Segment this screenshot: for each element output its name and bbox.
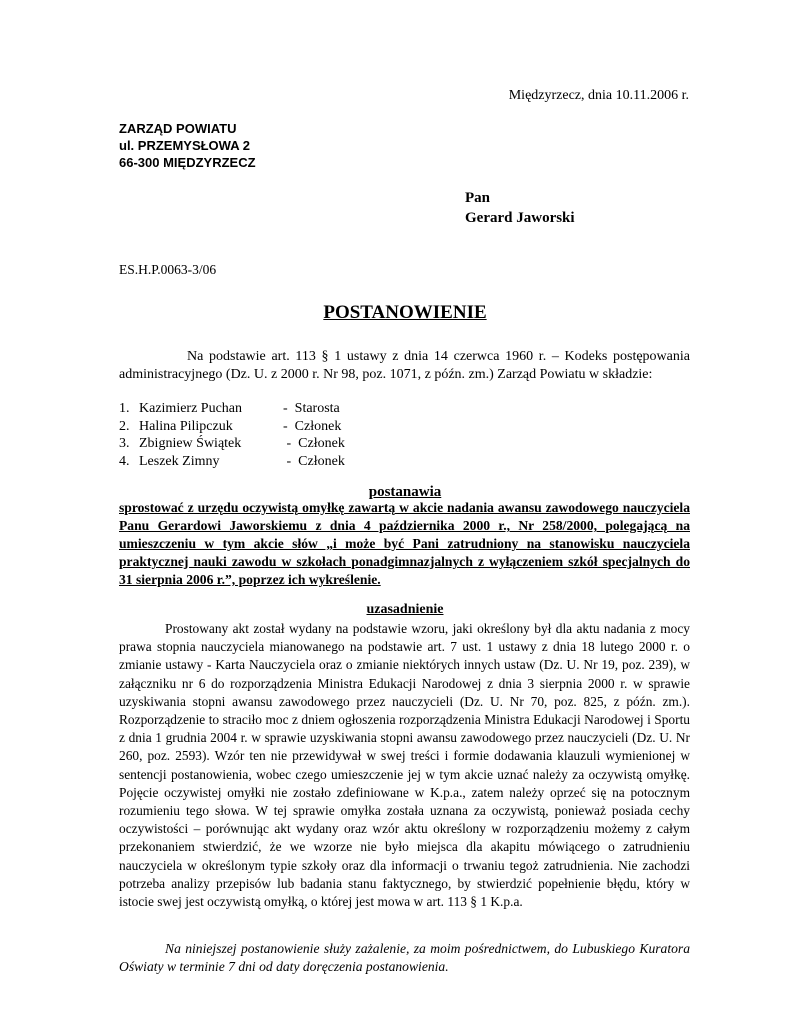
sender-line-1: ZARZĄD POWIATU bbox=[119, 121, 237, 136]
member-role: - Członek bbox=[283, 453, 345, 469]
member-number: 3. bbox=[119, 436, 130, 451]
justification-text: Prostowany akt został wydany na podstawie wzoru, jaki określony był dla aktu nadania z mocy prawa stopnia nauczyciela mianowanego na podstawie art. 7 ust. 1 ustawy z dnia 18 lutego 2000 r. o zmianie ustawy - Karta Nauczyciela oraz o zmianie niektórych innych ustaw (Dz. U. Nr 19, poz. 239), w załączniku nr 6 do rozporządzenia Ministra Edukacji Narodowej z dnia 3 sierpnia 2000 r. w sprawie uzyskiwania stopni awansu zawodowego przez nauczycieli (Dz. U. Nr 70, poz. 825, z późn. zm.). Rozporządzenie to straciło moc z dniem ogłoszenia rozporządzenia Ministra Edukacji Narodowej i Sportu z dnia 1 grudnia 2004 r. w sprawie uzyskiwania stopni awansu zawodowego przez nauczycieli (Dz. U. Nr 260, poz. 2593). Wzór ten nie przewidywał w swej treści i formie dodawania klauzuli wymienionej w sentencji postanowienia, wobec czego umieszczenie jej w tym akcie uznać należy za oczywistą omyłkę. Pojęcie oczywistej omyłki nie zostało zdefiniowane w K.p.a., zatem należy oprzeć się na potocznym rozumieniu tego słowa. W tej sprawie omyłka została uznana za oczywistą, ponieważ posiada cechy oczywistości – porównując akt wydany oraz wzór aktu określony w rozporządzeniu możemy z całym przekonaniem stwierdzić, że we wzorze nie było miejsca dla akapitu mówiącego o zatrudnieniu nauczyciela w określonym typie szkoły oraz dla informacji o trwaniu tegoż zatrudnienia. Nie zachodzi potrzeba analizy przepisów lub badania stanu faktycznego, by stwierdzić popełnienie błędu, który w istocie swej jest oczywistą omyłką, o której jest mowa w art. 113 § 1 K.p.a. bbox=[119, 621, 690, 910]
member-name: Zbigniew Świątek bbox=[139, 436, 242, 451]
appeal-text: Na niniejszej postanowienie służy zażalenie, za moim pośrednictwem, do Lubuskiego Kuratora Oświaty w terminie 7 dni od daty doręczenia postanowienia. bbox=[119, 941, 690, 974]
document-date: Międzyrzecz, dnia 10.11.2006 r. bbox=[508, 88, 689, 103]
member-row bbox=[119, 435, 345, 453]
member-number: 4. bbox=[119, 453, 130, 469]
intro-text: Na podstawie art. 113 § 1 ustawy z dnia 14 czerwca 1960 r. – Kodeks postępowania administracyjnego (Dz. U. z 2000 r. Nr 98, poz. 1071, z późn. zm.) Zarząd Powiatu w składzie: bbox=[119, 349, 690, 382]
member-number: 2. bbox=[119, 418, 130, 434]
sender-address bbox=[119, 120, 256, 171]
addressee-name: Gerard Jaworski bbox=[465, 210, 575, 226]
member-name: Kazimierz Puchan bbox=[139, 401, 243, 416]
justification-heading: uzasadnienie bbox=[366, 602, 444, 617]
sender-line-2: ul. PRZEMYSŁOWA 2 bbox=[119, 138, 250, 153]
member-name: Leszek Zimny bbox=[139, 453, 220, 469]
appeal-indent bbox=[119, 941, 165, 956]
decree-heading: postanawia bbox=[368, 484, 442, 500]
document-title: POSTANOWIENIE bbox=[323, 302, 487, 323]
member-row bbox=[119, 418, 345, 436]
decree-text: sprostować z urzędu oczywistą omyłkę zawartą w akcie nadania awansu zawodowego nauczyciela Panu Gerardowi Jaworskiemu z dnia 4 października 2000 r., Nr 258/2000, polegającą na umieszczeniu w tym akcie słów „i może być Pani zatrudniony na stanowisku nauczyciela praktycznej nauki zawodu w szkołach ponadgimnazjalnych z wyłączeniem szkół specjalnych do 31 sierpnia 2006 r.”, poprzez ich wykreślenie. bbox=[119, 500, 690, 587]
intro-indent bbox=[119, 349, 187, 364]
sender-line-3: 66-300 MIĘDZYRZECZ bbox=[119, 155, 256, 170]
member-row bbox=[119, 400, 345, 418]
member-role: - Członek bbox=[283, 418, 342, 434]
reference-number: ES.H.P.0063-3/06 bbox=[119, 262, 217, 277]
member-role: - Członek bbox=[283, 436, 345, 451]
justification-paragraph bbox=[119, 620, 690, 911]
member-row bbox=[119, 453, 345, 471]
addressee bbox=[465, 188, 575, 228]
member-role: - Starosta bbox=[283, 401, 340, 416]
justification-indent bbox=[119, 621, 165, 636]
board-members-list bbox=[119, 400, 345, 470]
appeal-instruction bbox=[119, 940, 690, 976]
intro-paragraph bbox=[119, 348, 690, 384]
addressee-salutation: Pan bbox=[465, 190, 491, 206]
member-name: Halina Pilipczuk bbox=[139, 418, 233, 434]
member-number: 1. bbox=[119, 401, 130, 416]
